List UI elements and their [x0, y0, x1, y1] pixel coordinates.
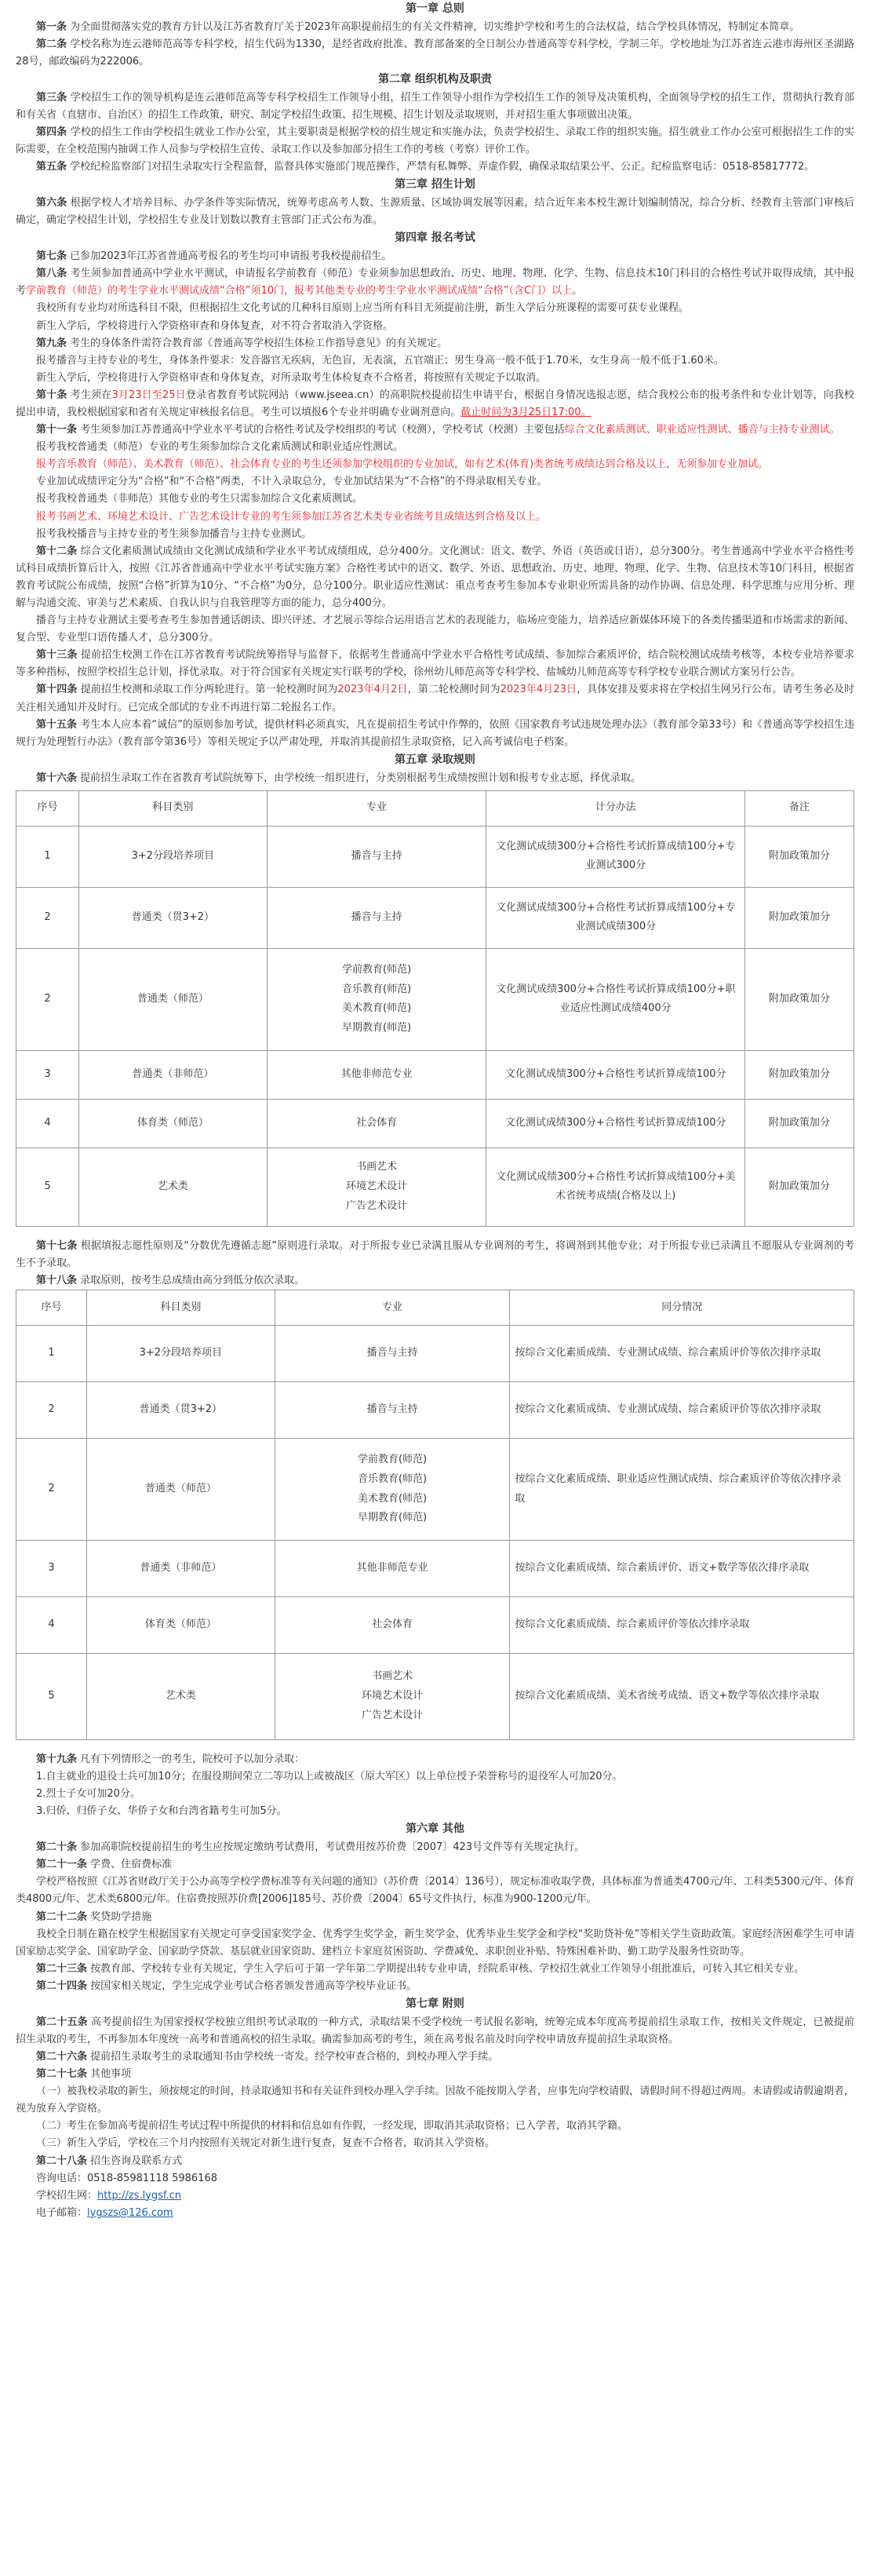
article-11-note-red: 报考音乐教育（师范）、美术教育（师范）、社会体育专业的考生还须参加学校组织的专业加试，如有艺术(体育)类省统考成绩达到合格及以上，无须参加专业加试。 [36, 458, 769, 471]
article-8-note: 新生入学后，学校将进行入学资格审查和身体复查，对不符合者取消入学资格。 [36, 319, 394, 332]
article-11-note: 报考我校普通类（非师范）其他专业的考生只需参加综合文化素质测试。 [36, 493, 363, 505]
article-21: 第二十一条 学费、住宿费标准 [36, 1859, 173, 1871]
article-16: 第十六条 提前招生录取工作在省教育考试院统筹下，由学校统一组织进行，分类别根据考生成绩按照计划和报考专业志愿，择优录取。 [36, 772, 642, 784]
article-12-note: 播音与主持专业测试主要考查考生参加普通话朗读、即兴评述、才艺展示等综合运用语言艺术的表现能力，临场应变能力，培养适应新媒体环境下的各类传播渠道和市场需求的新闻、复合型、专业型口语传播人才，总分300分。 [16, 615, 854, 644]
article-18: 第十八条 录取原则，按考生总成绩由高分到低分依次录取。 [36, 1274, 305, 1286]
article-24: 第二十四条 按国家相关规定，学生完成学业考试合格者颁发普通高等学校毕业证书。 [36, 1979, 417, 1992]
highlight-date: 3月23日至25日 [111, 389, 186, 401]
tiebreak-table [16, 1290, 854, 1740]
table-header: 专业 [267, 790, 486, 826]
admission-brochure [16, 0, 854, 2576]
table-row: 1 3+2分段培养项目 播音与主持 文化测试成绩300分+合格性考试折算成绩100分+专业测试300分 附加政策加分 [16, 826, 854, 887]
article-8-note: 我校所有专业均对所选科目不限，但根据招生文化考试的几种科目原则上应当所有科目无须提前注册，新生入学后分班课程的需要可获专业课程。 [36, 302, 690, 315]
article-20: 第二十条 参加高职院校提前招生的考生应按规定缴纳考试费用，考试费用按苏价费〔2007〕423号文件等有关规定执行。 [36, 1841, 585, 1854]
chapter-3 [16, 176, 854, 229]
list-item: （一）被我校录取的新生，须按规定的时间，持录取通知书和有关证件到校办理入学手续。因故不能按期入学者，应事先向学校请假，请假时间不得超过两周。未请假或请假逾期者，视为放弃入学资格。 [16, 2085, 854, 2115]
chapter-4 [16, 229, 854, 751]
table-header: 同分情况 [510, 1290, 854, 1326]
article-11-note-red: 报考书画艺术、环境艺术设计、广告艺术设计专业的考生须参加江苏省艺术类专业省统考且成绩达到合格及以上。 [36, 510, 547, 523]
table-row: 4 体育类（师范） 社会体育 按综合文化素质成绩、综合素质评价等依次排序录取 [16, 1597, 854, 1654]
chapter-2 [16, 71, 854, 176]
article-26: 第二十六条 提前招生录取考生的录取通知书由学校统一寄发。经学校审查合格的，到校办理入学手续。 [36, 2051, 499, 2063]
table-row: 3 普通类（非师范） 其他非师范专业 按综合文化素质成绩、综合素质评价、语文+数学等依次排序录取 [16, 1541, 854, 1597]
article-7: 第七条 已参加2023年江苏省普通高考报名的考生均可申请报考我校提前招生。 [36, 250, 392, 263]
deadline-text: 截止时间为3月25日17:00。 [460, 406, 592, 418]
article-9: 第九条 考生的身体条件需符合教育部《普通高等学校招生体检工作指导意见》的有关规定。 [36, 337, 448, 349]
table-row: 3 普通类（非师范） 其他非师范专业 文化测试成绩300分+合格性考试折算成绩100分 附加政策加分 [16, 1050, 854, 1099]
article-9-note: 新生入学后，学校将进行入学资格审查和身体复查，对所录取考生体检复查不合格者，将按照有关规定予以取消。 [36, 371, 547, 384]
contact-phone: 咨询电话：0518-85981118 5986168 [36, 2172, 217, 2184]
article-6: 第六条 根据学校人才培养目标、办学条件等实际情况，统筹考虑高考人数、生源质量、区域协调发展等因素，结合近年来本校生源计划编制情况，综合分析、经教育主管部门审核后确定，确定学校招生计划，学校招生专业及计划数以教育主管部门正式公布为准。 [16, 197, 854, 227]
table-header: 备注 [745, 790, 854, 826]
article-21-note: 学校严格按照《江苏省财政厅关于公办高等学校学费标准等有关问题的通知》（苏价费〔2014〕136号），规定标准收取学费，具体标准为普通类4700元/年、工科类5300元/年、体育类4800元/年、艺术类6800元/年。住宿费按照苏价费[2006]185号、苏价费〔2004〕65号文件执行，标准为900-1200元/年。 [16, 1876, 854, 1906]
list-item: 3.归侨、归侨子女、华侨子女和台湾省籍考生可加5分。 [36, 1805, 287, 1818]
chapter-title: 第七章 附则 [406, 1998, 464, 2011]
chapter-5 [16, 751, 854, 1821]
article-11-note: 报考我校普通类（师范）专业的考生须参加综合文化素质测试和职业适应性测试。 [36, 441, 404, 454]
chapter-title: 第六章 其他 [406, 1823, 464, 1836]
list-item: 1.自主就业的退役士兵可加10分；在服役期间荣立二等功以上或被战区（原大军区）以上单位授予荣誉称号的退役军人可加20分。 [36, 1771, 623, 1783]
table-row: 5 艺术类 书画艺术 环境艺术设计 广告艺术设计 文化测试成绩300分+合格性考试折算成绩100分+美术省统考成绩(合格及以上) 附加政策加分 [16, 1148, 854, 1226]
table-header: 序号 [16, 1290, 87, 1326]
list-item: （三）新生入学后，学校在三个月内按照有关规定对新生进行复查，复查不合格者，取消其入学资格。 [36, 2137, 496, 2150]
table-row: 4 体育类（师范） 社会体育 文化测试成绩300分+合格性考试折算成绩100分 附加政策加分 [16, 1099, 854, 1148]
table-row: 2 普通类（师范） 学前教育(师范) 音乐教育(师范) 美术教育(师范) 早期教育(师范) 文化测试成绩300分+合格性考试折算成绩100分+职业适应性测试成绩400分 附加政策加分 [16, 948, 854, 1050]
article-1: 第一条 为全面贯彻落实党的教育方针以及江苏省教育厅关于2023年高职提前招生的有关文件精神，切实维护学校和考生的合法权益，结合学校具体情况，特制定本简章。 [36, 20, 800, 33]
list-item: （二）考生在参加高考提前招生考试过程中所提供的材料和信息如有作假，一经发现，即取消其录取资格；已入学者，取消其学籍。 [36, 2120, 628, 2133]
article-15: 第十五条 考生本人应本着“诚信”的原则参加考试，提供材料必须真实，凡在提前招生考试中作弊的，依照《国家教育考试违规处理办法》（教育部令第33号）和《普通高等学校招生违规行为处理暂行办法》（教育部令第36号）等相关规定予以严肃处理，并取消其提前招生录取资格，记入高考诚信电子档案。 [16, 718, 854, 748]
contact-email: 电子邮箱：lygszs@126.com [36, 2206, 173, 2219]
article-8: 第八条 考生须参加普通高中学业水平测试，申请报名学前教育（师范）专业须参加思想政治、历史、地理、物理、化学、生物、信息技术10门科目的合格性考试并取得成绩，其中报考学前教育（师范）的考生学业水平测试成绩“合格”须10门，报考其他类专业的考生学业水平测试成绩“合格”（含C门）以上。 [16, 268, 854, 297]
table-header-row [16, 1290, 854, 1326]
chapter-6 [16, 1820, 854, 1995]
website-link[interactable]: http://zs.lygsf.cn [97, 2189, 182, 2202]
chapter-1 [16, 0, 854, 71]
table-header: 科目类别 [78, 790, 267, 826]
article-23: 第二十三条 按教育部、学校转专业有关规定，学生入学后可于第一学年第二学期提出转专业申请，经院系审核、学校招生就业工作领导小组批准后，可转入其它相关专业。 [36, 1962, 805, 1975]
chapter-title: 第二章 组织机构及职责 [378, 73, 492, 86]
email-link[interactable]: lygszs@126.com [87, 2206, 173, 2219]
article-3: 第三条 学校招生工作的领导机构是连云港师范高等专科学校招生工作领导小组，招生工作领导小组作为学校招生工作的领导及决策机构，全面领导学校的招生工作，贯彻执行教育部和有关省（直辖市、自治区）的招生工作政策，研究、制定学校招生政策、招生规模、招生计划及录取规则，并对招生重大事项做出决策。 [16, 91, 854, 121]
article-22-note: 我校全日制在籍在校学生根据国家有关规定可享受国家奖学金、优秀学生奖学金，新生奖学金、优秀毕业生奖学金和学校“奖助贷补免”等相关学生资助政策。家庭经济困难学生可申请国家励志奖学金、国家助学金、国家助学贷款、基层就业国家资助、建档立卡家庭贫困资助、学费减免、求职创业补贴、特殊困难补助、勤工助学及服务性资助等。 [16, 1928, 854, 1958]
table-row: 2 普通类（贯3+2） 播音与主持 文化测试成绩300分+合格性考试折算成绩100分+专业测试成绩300分 附加政策加分 [16, 887, 854, 948]
chapter-7 [16, 1995, 854, 2222]
article-9-note: 报考播音与主持专业的考生，身体条件要求：发音器官无疾病，无色盲，无表演，五官端正；男生身高一般不低于1.70米，女生身高一般不低于1.60米。 [36, 354, 724, 367]
article-10: 第十条 考生须在3月23日至25日登录省教育考试院网站（www.jseea.cn）的高职院校提前招生申请平台，根据自身情况选报志愿，结合我校公布的报考条件和专业计划等，向我校提出申请，我校根据国家和省有关规定审核报名信息。考生可以填报6个专业并明确专业调剂意向。截止时间为3月25日17:00。 [16, 389, 854, 418]
article-28: 第二十八条 招生咨询及联系方式 [36, 2155, 183, 2167]
table-header: 计分办法 [486, 790, 745, 826]
table-row: 5 艺术类 书画艺术 环境艺术设计 广告艺术设计 按综合文化素质成绩、美术省统考成绩、语文+数学等依次排序录取 [16, 1654, 854, 1740]
article-11-note: 报考我校播音与主持专业的考生须参加播音与主持专业测试。 [36, 527, 312, 540]
highlight-text: 学前教育（师范）的考生学业水平测试成绩“合格”须10门，报考其他类专业的考生学业水平测试成绩“合格”（含C门）以上 [26, 285, 573, 297]
table-header: 专业 [275, 1290, 510, 1326]
list-item: 2.烈士子女可加20分。 [36, 1788, 140, 1801]
highlight-text: 综合文化素质测试、职业适应性测试、播音与主持专业测试。 [564, 424, 840, 436]
article-17: 第十七条 根据填报志愿性原则及“分数优先遵循志愿”原则进行录取。对于所报专业已录满且服从专业调剂的考生，将调剂到其他专业；对于所报专业已录满且不愿服从专业调剂的考生不予录取。 [16, 1239, 854, 1269]
chapter-title: 第三章 招生计划 [395, 178, 475, 192]
contact-info [16, 2170, 854, 2222]
table-row: 2 普通类（师范） 学前教育(师范) 音乐教育(师范) 美术教育(师范) 早期教育(师范) 按综合文化素质成绩、职业适应性测试成绩、综合素质评价等依次排序录取 [16, 1439, 854, 1541]
article-2: 第二条 学校名称为连云港师范高等专科学校，招生代码为1330，是经省政府批准、教育部备案的全日制公办普通高等专科学校，学制三年。学校地址为江苏省连云港市海州区圣湖路28号，邮政编码为222006。 [16, 38, 854, 68]
scoring-table [16, 790, 854, 1227]
article-4: 第四条 学校的招生工作由学校招生就业工作办公室，其主要职责是根据学校的招生规定和实施办法，负责学校招生、录取工作的组织实施。招生就业工作办公室可根据招生工作的实际需要，在全校范围内抽调工作人员参与学校招生宣传、录取工作以及参加部分招生工作的考核（考察）评价工作。 [16, 126, 854, 156]
table-header: 科目类别 [86, 1290, 275, 1326]
article-14: 第十四条 提前招生校测和录取工作分两轮进行。第一轮校测时间为2023年4月2日，第二轮校测时间为2023年4月23日，具体安排及要求将在学校招生网另行公布。请考生务必及时关注相关通知并及时行。已完成全部试的专业不再进行第二轮报名工作。 [16, 684, 854, 713]
article-13: 第十三条 提前招生校测工作在江苏省教育考试院统筹指导与监督下，依据考生普通高中学业水平合格性考试成绩、参加综合素质评价，结合院校测试成绩考核等，本校专业培养要求等多种指标，按照学校招生总计划，择优录取。对于符合国家有关规定实行联考的学校，徐州幼儿师范高等专科学校、盐城幼儿师范高等专科学校专业联合测试方案另行公告。 [16, 649, 854, 679]
article-22: 第二十二条 奖贷助学措施 [36, 1910, 152, 1923]
chapter-title: 第四章 报名考试 [395, 232, 475, 245]
contact-website: 学校招生网：http://zs.lygsf.cn [36, 2189, 182, 2202]
article-12: 第十二条 综合文化素质测试成绩由文化测试成绩和学业水平考试成绩组成，总分400分。文化测试：语文、数学、外语（英语或日语），总分300分。考生普通高中学业水平合格性考试科目成绩折算后计入，按照《江苏省普通高中学业水平考试实施方案》合格性考试中的语文、数学、外语、思想政治、历史、地理、物理、化学、生物、信息技术等10门科目，根据省教育考试院公布成绩，按照“合格”折算为10分、“不合格”为0分，总分100分。职业适应性测试：重点考查考生参加本专业职业所需具备的动作协调、信息处理、科学思维与应用分析、理解与沟通交流、审美与艺术素质、自我认识与自我管理等方面的能力，总分400分。 [16, 545, 854, 609]
article-11: 第十一条 考生须参加江苏普通高中学业水平考试的合格性考试及学校组织的考试（校测），学校考试（校测）主要包括综合文化素质测试、职业适应性测试、播音与主持专业测试。 [36, 424, 840, 436]
highlight-date: 2023年4月23日 [500, 684, 577, 696]
article-25: 第二十五条 高考提前招生为国家授权学校独立组织考试录取的一种方式，录取结果不受学校统一考试报名影响，统筹完成本年度高考提前招生录取工作，按相关文件规定，已被提前招生录取的考生，不再参加本年度统一高考和普通高校的招生录取。确需参加高考的考生，须在高考报名前及时向学校申请放弃提前招生录取资格。 [16, 2016, 854, 2045]
table-row: 1 3+2分段培养项目 播音与主持 按综合文化素质成绩、专业测试成绩、综合素质评价等依次排序录取 [16, 1326, 854, 1382]
article-19: 第十九条 凡有下列情形之一的考生，院校可予以加分录取： [36, 1753, 305, 1766]
highlight-date: 2023年4月2日 [337, 684, 408, 696]
table-header: 序号 [16, 790, 79, 826]
article-27: 第二十七条 其他事项 [36, 2068, 132, 2081]
table-row: 2 普通类（贯3+2） 播音与主持 按综合文化素质成绩、专业测试成绩、综合素质评价等依次排序录取 [16, 1382, 854, 1439]
chapter-title: 第五章 录取规则 [395, 753, 475, 766]
article-11-note: 专业加试成绩评定分为“合格”和“不合格”两类，不计入录取总分，专业加试结果为“不合格”的不得录取相关专业。 [36, 476, 548, 488]
article-5: 第五条 学校纪检监察部门对招生录取实行全程监督，监督具体实施部门规范操作，严禁有私舞弊、弄虚作假，确保录取结果公平、公正。纪检监察电话：0518-85817772。 [36, 161, 815, 173]
table-header-row [16, 790, 854, 826]
chapter-title: 第一章 总则 [406, 2, 464, 15]
